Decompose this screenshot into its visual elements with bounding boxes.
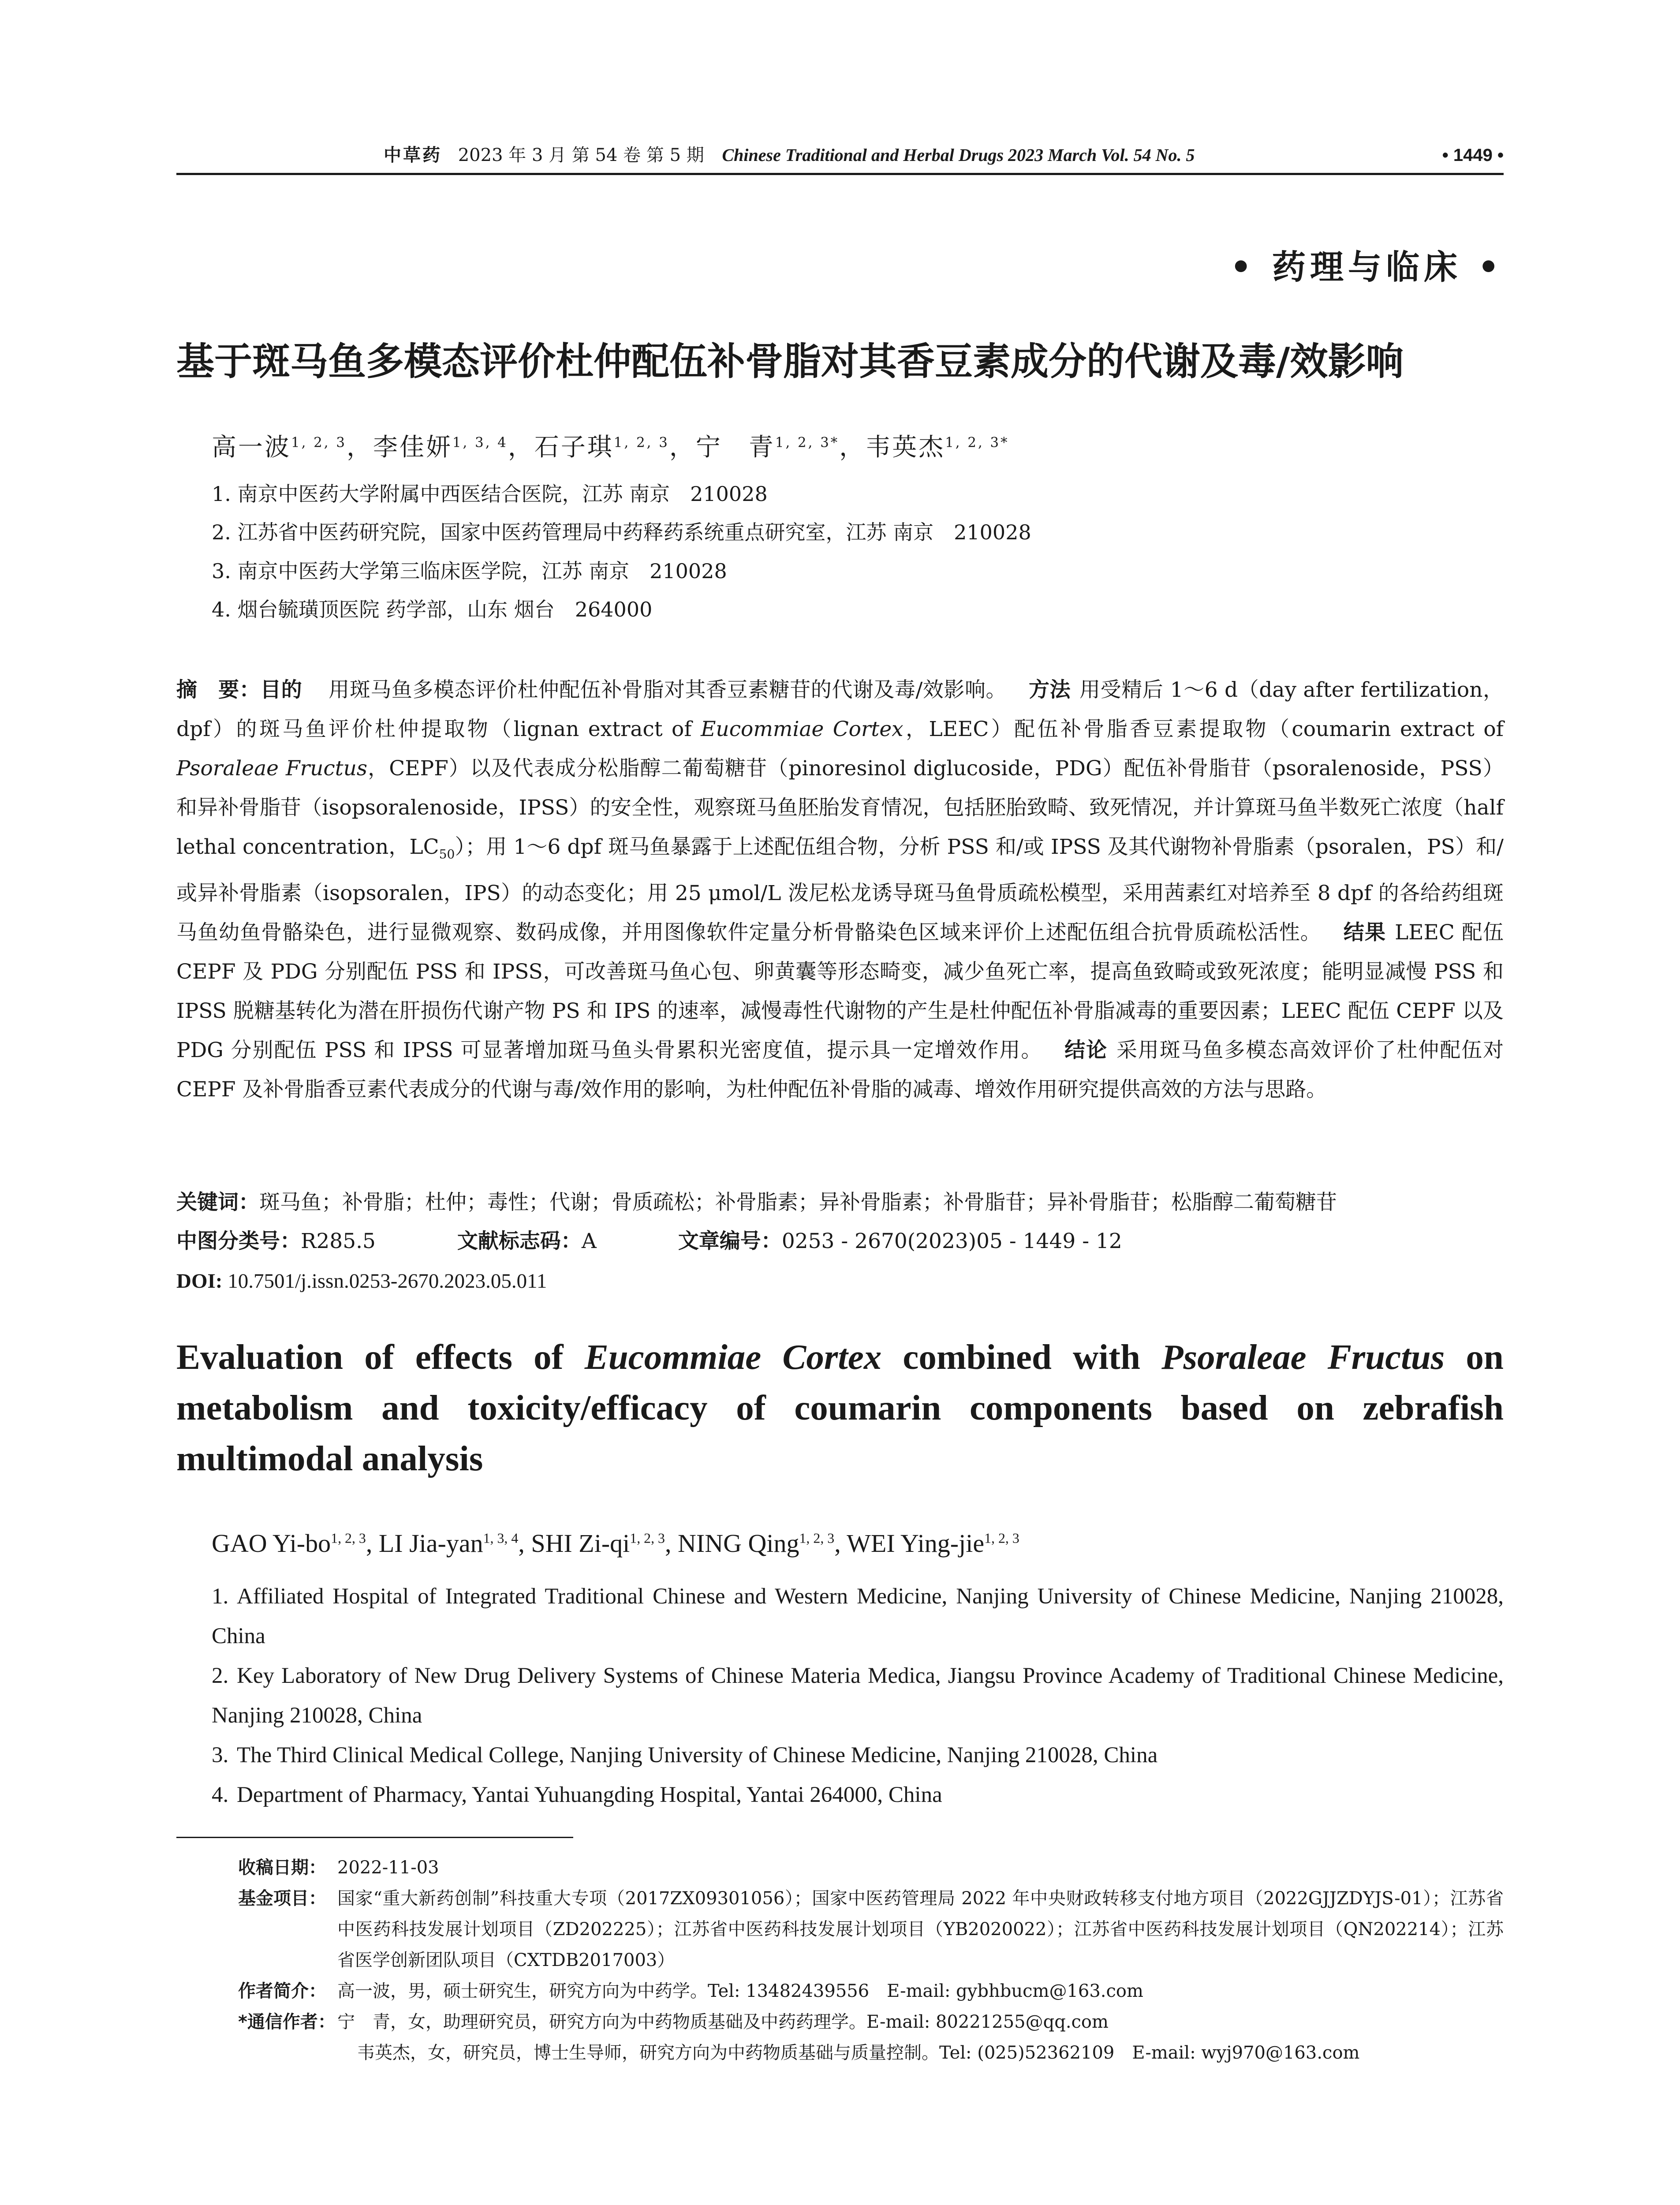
header-rule — [176, 173, 1504, 175]
methods-text: 用受精后 1～6 d（day after fertilization，dpf）的斑马鱼评价杜仲提取物（lignan extract of Eucommiae Cortex，LEEC）配伍补骨脂香豆素提取物（coumarin extract of Psoraleae Fructus，CEPF）以及代表成分松脂醇二葡萄糖苷（pinoresinol diglucoside，PDG）配伍补骨脂苷（psoralenoside，PSS）和异补骨脂苷（isopsoralenoside，IPSS）的安全性，观察斑马鱼胚胎发育情况，包括胚胎致畸、致死情况，并计算斑马鱼半数死亡浓度（half lethal concentration，$LC_{50}$）；用 1～6 dpf 斑马鱼暴露于上述配伍组合物，分析 PSS 和/或 IPSS 及其代谢物补骨脂素（psoralen，PS）和/或异补骨脂素（isopsoralen，IPS）的动态变化；用 25 μmol/L 泼尼松龙诱导斑马鱼骨质疏松模型，采用茜素红对培养至 8 dpf 的各给药组斑马鱼幼鱼骨骼染色，进行显微观察、数码成像，并用图像软件定量分析骨骼染色区域来评价上述配伍组合抗骨质疏松活性。 — [176, 678, 1504, 945]
conclusion-text: 采用斑马鱼多模态高效评价了杜仲配伍对 CEPF 及补骨脂香豆素代表成分的代谢与毒/效作用的影响，为杜仲配伍补骨脂的减毒、增效作用研究提供高效的方法与思路。 — [176, 1038, 1504, 1102]
zh-author-name: 石子琪 — [534, 433, 614, 462]
zh-author-affiliation-marker: 1, 3, 4 — [452, 434, 508, 451]
footnote-received — [238, 1852, 1504, 1883]
doi-line — [176, 1266, 547, 1297]
zh-author-name: 宁 青 — [695, 433, 775, 462]
methods-label: 方法 — [1029, 678, 1071, 702]
affiliation-zh-1: 1. 南京中医药大学附属中西医结合医院，江苏 南京 210028 — [212, 482, 768, 506]
article-no-value: 0253 - 2670(2023)05 - 1449 - 12 — [781, 1229, 1122, 1253]
abstract-label: 摘 要： — [176, 678, 261, 702]
article-no-label: 文章编号： — [678, 1229, 782, 1253]
affiliation-en-4 — [212, 1775, 1504, 1815]
zh-author-separator: ， — [508, 433, 534, 462]
zh-author-separator: ， — [839, 433, 866, 462]
en-author-name: NING Qing — [678, 1529, 799, 1558]
affiliation-en-4-text: Department of Pharmacy, Yantai Yuhuangding Hospital, Yantai 264000, China — [237, 1783, 942, 1807]
title-zh: 基于斑马鱼多模态评价杜仲配伍补骨脂对其香豆素成分的代谢及毒/效影响 — [176, 340, 1404, 384]
doi-value: 10.7501/j.issn.0253-2670.2023.05.011 — [228, 1270, 547, 1293]
authors-en — [212, 1526, 1019, 1561]
footnote-correspondence — [238, 2007, 1504, 2068]
classification-line — [176, 1226, 1122, 1257]
objective-label: 目的 — [260, 678, 302, 702]
footnote-author — [238, 1976, 1504, 2007]
title-en: Evaluation of effects of Eucommiae Cortex combined with Psoraleae Fructus on metabolism and toxicity/efficacy of coumarin components based on zebrafish multimodal analysis — [176, 1337, 1504, 1478]
footnote-rule — [176, 1837, 573, 1838]
section-label: • 药理与临床 • — [1230, 247, 1504, 287]
en-author-name: GAO Yi-bo — [212, 1529, 331, 1558]
affiliation-en-1 — [212, 1577, 1504, 1656]
author-info-text: 高一波，男，硕士研究生，研究方向为中药学。Tel: 13482439556 E-mail: gybhbucm@163.com — [337, 1981, 1143, 2001]
en-author-name: LI Jia-yan — [378, 1529, 483, 1558]
correspondence-text-2: 韦英杰，女，研究员，博士生导师，研究方向为中药物质基础与质量控制。Tel: (025)52362109 E-mail: wyj970@163.com — [357, 2043, 1360, 2063]
clc-value: R285.5 — [301, 1229, 376, 1253]
correspondence-label: *通信作者： — [238, 2012, 336, 2032]
en-author-affiliation-marker: 1, 2, 3 — [984, 1530, 1019, 1546]
zh-author-separator: ， — [669, 433, 696, 462]
correspondence-text-1: 宁 青，女，助理研究员，研究方向为中药物质基础及中药药理学。E-mail: 80221255@qq.com — [337, 2012, 1109, 2032]
en-author-affiliation-marker: 1, 2, 3 — [331, 1530, 366, 1546]
affiliation-zh-4: 4. 烟台毓璜顶医院 药学部，山东 烟台 264000 — [212, 598, 653, 621]
received-label: 收稿日期： — [238, 1857, 326, 1878]
abstract — [176, 670, 1504, 1109]
doc-code-label: 文献标志码： — [457, 1229, 582, 1253]
en-author-separator: , — [366, 1529, 379, 1558]
running-header-left — [384, 142, 1195, 168]
doc-code-value: A — [581, 1229, 597, 1253]
affiliation-en-3-number: 3. — [212, 1743, 229, 1768]
affiliation-en-4-number: 4. — [212, 1783, 229, 1807]
footnote-fund — [238, 1883, 1504, 1976]
en-author-name: SHI Zi-qi — [531, 1529, 630, 1558]
affiliation-en-1-number: 1. — [212, 1584, 229, 1609]
keywords-label: 关键词： — [176, 1190, 259, 1215]
en-author-separator: , — [518, 1529, 531, 1558]
conclusion-label: 结论 — [1064, 1038, 1108, 1063]
journal-name-zh: 中草药 — [384, 145, 442, 165]
running-header — [176, 142, 1504, 168]
results-text: LEEC 配伍 CEPF 及 PDG 分别配伍 PSS 和 IPSS，可改善斑马鱼心包、卵黄囊等形态畸变，减少鱼死亡率，提高鱼致畸或致死浓度；能明显减慢 PSS 和 IPSS 脱糖基转化为潜在肝损伤代谢产物 PS 和 IPS 的速率，减慢毒性代谢物的产生是杜仲配伍补骨脂减毒的重要因素；LEEC 配伍 CEPF 以及 PDG 分别配伍 PSS 和 IPSS 可显著增加斑马鱼头骨累积光密度值，提示具一定增效作用。 — [176, 920, 1504, 1063]
received-date: 2022-11-03 — [337, 1857, 439, 1878]
clc-label: 中图分类号： — [176, 1229, 301, 1253]
affiliation-en-2 — [212, 1656, 1504, 1735]
zh-author-name: 高一波 — [212, 433, 291, 462]
en-author-affiliation-marker: 1, 3, 4 — [483, 1530, 519, 1546]
keywords-text: 斑马鱼；补骨脂；杜仲；毒性；代谢；骨质疏松；补骨脂素；异补骨脂素；补骨脂苷；异补骨脂苷；松脂醇二葡萄糖苷 — [259, 1190, 1337, 1215]
footnotes — [238, 1852, 1504, 2068]
doi-label: DOI: — [176, 1270, 223, 1293]
affiliation-en-1-text: Affiliated Hospital of Integrated Traditional Chinese and Western Medicine, Nanjing University of Chinese Medicine, Nanjing 210028, China — [212, 1584, 1504, 1648]
fund-label: 基金项目： — [238, 1888, 326, 1909]
zh-author-separator: ， — [346, 433, 373, 462]
author-info-label: 作者简介： — [238, 1981, 326, 2001]
affiliation-zh-2: 2. 江苏省中医药研究院，国家中医药管理局中药释药系统重点研究室，江苏 南京 210028 — [212, 520, 1031, 544]
journal-name-en: Chinese Traditional and Herbal Drugs 2023 March Vol. 54 No. 5 — [722, 145, 1195, 165]
zh-author-name: 韦英杰 — [866, 433, 945, 462]
en-author-name: WEI Ying-jie — [847, 1529, 985, 1558]
affiliation-zh-3: 3. 南京中医药大学第三临床医学院，江苏 南京 210028 — [212, 559, 727, 583]
zh-author-affiliation-marker: 1, 2, 3 — [291, 434, 347, 451]
fund-text: 国家“重大新药创制”科技重大专项（2017ZX09301056）；国家中医药管理局 2022 年中央财政转移支付地方项目（2022GJJZDYJS-01）；江苏省中医药科技发展计划项目（ZD202225）；江苏省中医药科技发展计划项目（YB2020022）；江苏省中医药科技发展计划项目（QN202214）；江苏省医学创新团队项目（CXTDB2017003） — [337, 1888, 1504, 1970]
affiliation-en-2-text: Key Laboratory of New Drug Delivery Systems of Chinese Materia Medica, Jiangsu Province Academy of Traditional Chinese Medicine, Nanjing 210028, China — [212, 1663, 1504, 1728]
affiliation-en-2-number: 2. — [212, 1663, 229, 1688]
affiliation-en-3-text: The Third Clinical Medical College, Nanjing University of Chinese Medicine, Nanjing 210028, China — [237, 1743, 1158, 1768]
affiliation-en-3 — [212, 1735, 1504, 1775]
page-number: • 1449 • — [1442, 146, 1504, 165]
en-author-affiliation-marker: 1, 2, 3 — [799, 1530, 835, 1546]
objective-text: 用斑马鱼多模态评价杜仲配伍补骨脂对其香豆素糖苷的代谢及毒/效影响。 — [329, 678, 1007, 702]
en-author-separator: , — [834, 1529, 847, 1558]
en-author-affiliation-marker: 1, 2, 3 — [630, 1530, 665, 1546]
zh-author-affiliation-marker: 1, 2, 3* — [945, 434, 1009, 451]
results-label: 结果 — [1343, 920, 1386, 945]
keywords — [176, 1187, 1337, 1218]
en-author-separator: , — [665, 1529, 678, 1558]
zh-author-name: 李佳妍 — [373, 433, 452, 462]
issue-zh: 2023 年 3 月 第 54 卷 第 5 期 — [458, 145, 704, 165]
zh-author-affiliation-marker: 1, 2, 3* — [775, 434, 840, 451]
zh-author-affiliation-marker: 1, 2, 3 — [613, 434, 669, 451]
authors-zh — [212, 430, 1009, 465]
